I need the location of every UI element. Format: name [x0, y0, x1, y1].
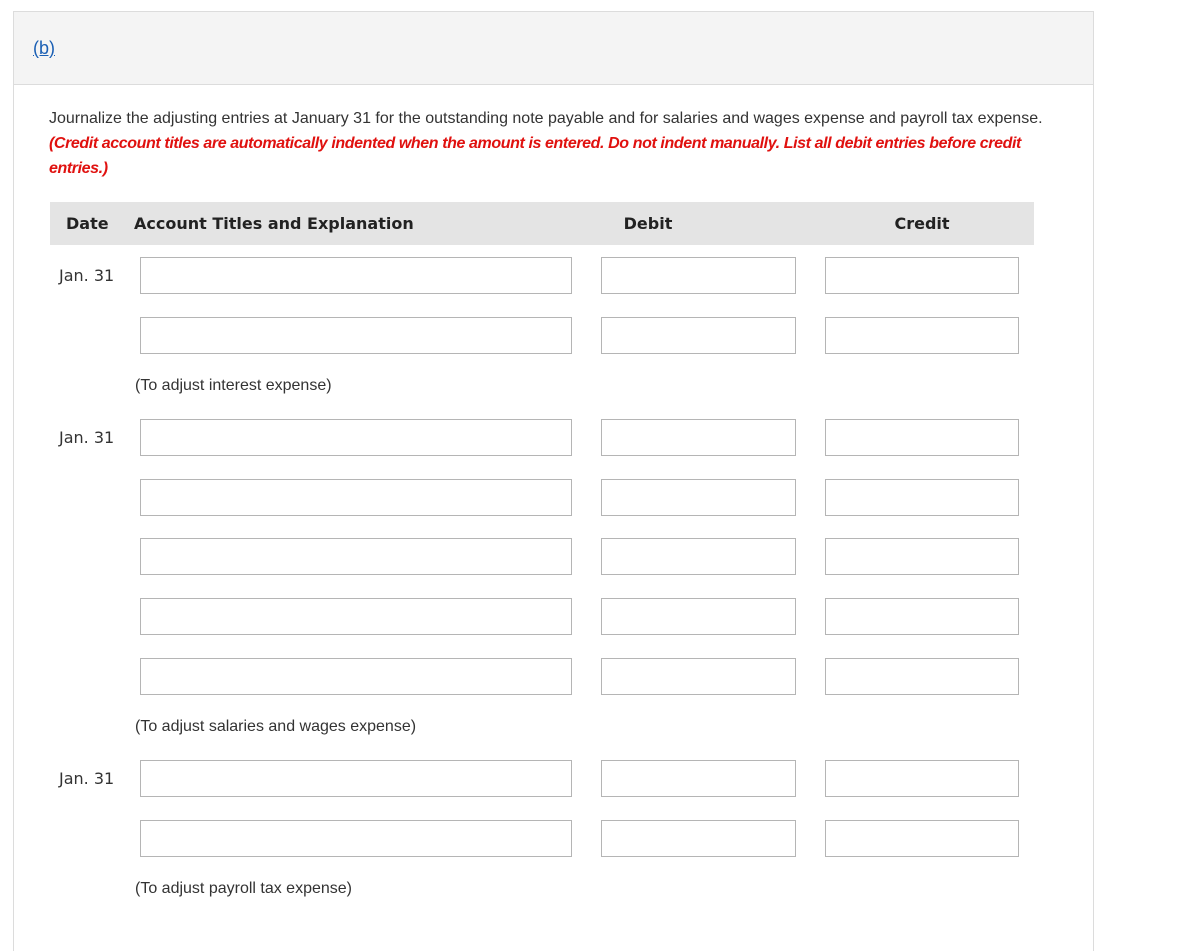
- entry-3-row-2-account-input[interactable]: [140, 820, 572, 857]
- entry-1-row-1-debit-input[interactable]: [601, 257, 796, 294]
- entry-3-date: Jan. 31: [59, 769, 115, 788]
- entry-2-row-1-credit-input[interactable]: [825, 419, 1019, 456]
- entry-3-row-1-account-input[interactable]: [140, 760, 572, 797]
- panel-header: [14, 12, 1093, 85]
- entry-2-row-3-account-input[interactable]: [140, 538, 572, 575]
- header-date: Date: [66, 214, 109, 233]
- entry-2-row-5-debit-input[interactable]: [601, 658, 796, 695]
- entry-2-row-2-debit-input[interactable]: [601, 479, 796, 516]
- instructions-note: (Credit account titles are automatically indented when the amount is entered. Do not indent manually. List all debit entries before credit entries.): [49, 135, 1021, 177]
- entry-1-row-2-account-input[interactable]: [140, 317, 572, 354]
- entry-1-date: Jan. 31: [59, 266, 115, 285]
- entry-2-row-4-credit-input[interactable]: [825, 598, 1019, 635]
- entry-3-row-2-credit-input[interactable]: [825, 820, 1019, 857]
- entry-2-row-2-credit-input[interactable]: [825, 479, 1019, 516]
- entry-1-row-1-account-input[interactable]: [140, 257, 572, 294]
- journal-table-header: [50, 202, 1034, 245]
- entry-2-row-4-debit-input[interactable]: [601, 598, 796, 635]
- entry-1-row-2-credit-input[interactable]: [825, 317, 1019, 354]
- instructions-text: Journalize the adjusting entries at January 31 for the outstanding note payable and for salaries and wages expense and payroll tax expense.: [49, 110, 1043, 127]
- entry-2-row-3-debit-input[interactable]: [601, 538, 796, 575]
- header-debit: Debit: [623, 214, 673, 233]
- entry-1-row-1-credit-input[interactable]: [825, 257, 1019, 294]
- entry-2-explanation: (To adjust salaries and wages expense): [135, 718, 417, 735]
- entry-2-row-4-account-input[interactable]: [140, 598, 572, 635]
- entry-1-explanation: (To adjust interest expense): [135, 377, 332, 394]
- entry-2-row-5-credit-input[interactable]: [825, 658, 1019, 695]
- entry-3-row-2-debit-input[interactable]: [601, 820, 796, 857]
- instructions: [49, 106, 1069, 181]
- entry-3-row-1-credit-input[interactable]: [825, 760, 1019, 797]
- entry-3-explanation: (To adjust payroll tax expense): [135, 880, 352, 897]
- entry-2-row-5-account-input[interactable]: [140, 658, 572, 695]
- header-credit: Credit: [894, 214, 950, 233]
- entry-2-row-3-credit-input[interactable]: [825, 538, 1019, 575]
- question-panel: [13, 11, 1094, 951]
- entry-2-row-2-account-input[interactable]: [140, 479, 572, 516]
- entry-2-row-1-debit-input[interactable]: [601, 419, 796, 456]
- entry-1-row-2-debit-input[interactable]: [601, 317, 796, 354]
- part-b-link[interactable]: (b): [33, 38, 55, 58]
- entry-2-row-1-account-input[interactable]: [140, 419, 572, 456]
- header-account-titles: Account Titles and Explanation: [134, 214, 414, 233]
- entry-2-date: Jan. 31: [59, 428, 115, 447]
- entry-3-row-1-debit-input[interactable]: [601, 760, 796, 797]
